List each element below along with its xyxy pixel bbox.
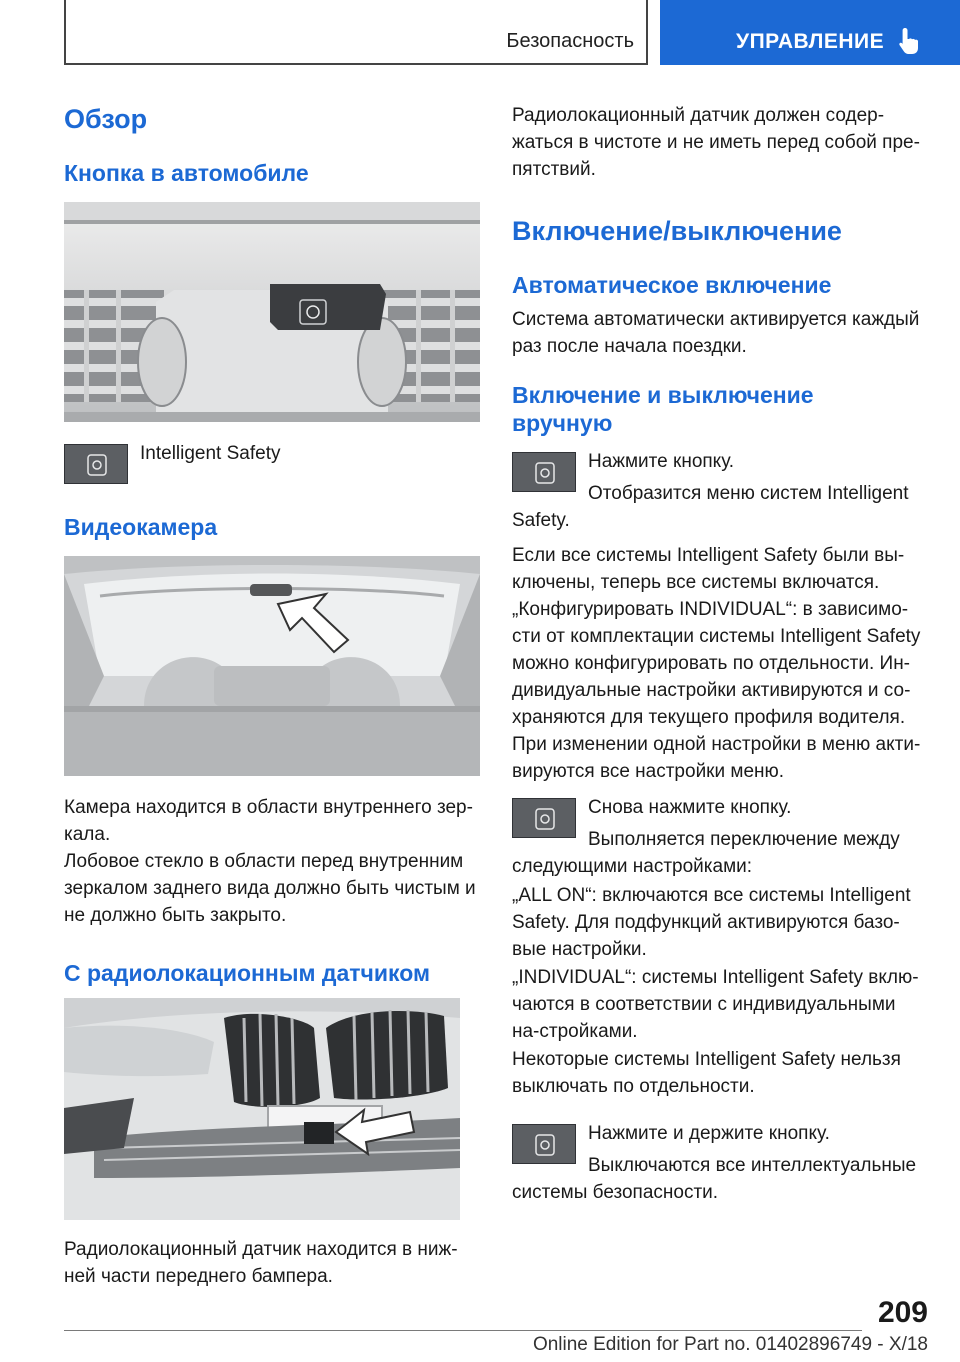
step-1-paragraph-1: Отобразится меню систем Intelligent Safety. [512, 483, 909, 531]
step-1-instruction: Нажмите кнопку. [588, 451, 735, 472]
intelligent-safety-button-icon [64, 444, 128, 484]
step-2-paragraph-3: „INDIVIDUAL“: системы Intelligent Safety вклю-чаются в соответствии с индивидуальными на-стройками. [512, 967, 919, 1042]
button-in-car-heading: Кнопка в автомобиле [64, 160, 309, 186]
on-off-heading: Включение/выключение [512, 216, 842, 246]
radar-heading: С радиолокационным датчиком [64, 960, 430, 986]
button-caption: Intelligent Safety [140, 443, 281, 464]
header-section-label: Безопасность [506, 30, 634, 52]
step-2-paragraph-2: „ALL ON“: включаются все системы Intelligent Safety. Для подфункций активируются базо-вые настройки. [512, 885, 911, 960]
header-section-tab [64, 0, 648, 65]
header-chapter-tab [660, 0, 960, 65]
auto-on-heading: Автоматическое включение [512, 272, 832, 298]
manual-on-off-heading-line-2: вручную [512, 410, 613, 436]
camera-heading: Видеокамера [64, 514, 218, 540]
page-number: 209 [877, 1296, 928, 1329]
step-2-instruction: Снова нажмите кнопку. [588, 797, 792, 818]
radar-paragraph-1: Радиолокационный датчик находится в ниж-ней части переднего бампера. [64, 1239, 458, 1287]
step-1-paragraph-3: „Конфигурировать INDIVIDUAL“: в зависимо-сти от комплектации системы Intelligent Safety можно конфигурировать по отдельности. Ин-дивидуальные настройки активируются и со-храняются для текущего профиля водителя. При изменении одной настройки в меню акти-вируются все настройки меню. [512, 599, 921, 782]
auto-on-paragraph: Система автоматически активируется каждый раз после начала поездки. [512, 309, 920, 357]
front-bumper-radar-photo [64, 998, 460, 1220]
dashboard-button-photo [64, 202, 480, 422]
camera-paragraph-1: Камера находится в области внутреннего зер-кала. [64, 797, 473, 845]
footer-divider [64, 1330, 862, 1331]
pointing-hand-icon [896, 26, 926, 56]
manual-on-off-heading-line-1: Включение и выключение [512, 382, 814, 408]
camera-paragraph-2: Лобовое стекло в области перед внутренним зеркалом заднего вида должно быть чистым и не должно быть закрыто. [64, 851, 476, 926]
step-2-paragraph-4: Некоторые системы Intelligent Safety нельзя выключать по отдельности. [512, 1049, 901, 1097]
footer-edition: Online Edition for Part no. 01402896749 - X/18 [532, 1334, 928, 1355]
overview-heading: Обзор [64, 104, 148, 134]
step-1-paragraph-2: Если все системы Intelligent Safety были вы-ключены, теперь все системы включатся. [512, 545, 905, 593]
step-3-paragraph-1: Выключаются все интеллектуальные системы безопасности. [512, 1155, 917, 1203]
header-chapter-label: УПРАВЛЕНИЕ [736, 30, 885, 53]
interior-camera-photo [64, 556, 480, 776]
step-2-paragraph-1: Выполняется переключение между следующими настройками: [512, 829, 900, 877]
step-3-instruction: Нажмите и держите кнопку. [588, 1123, 830, 1144]
radar-paragraph-2: Радиолокационный датчик должен содер-жаться в чистоте и не иметь перед собой пре-пятствий. [512, 105, 920, 180]
